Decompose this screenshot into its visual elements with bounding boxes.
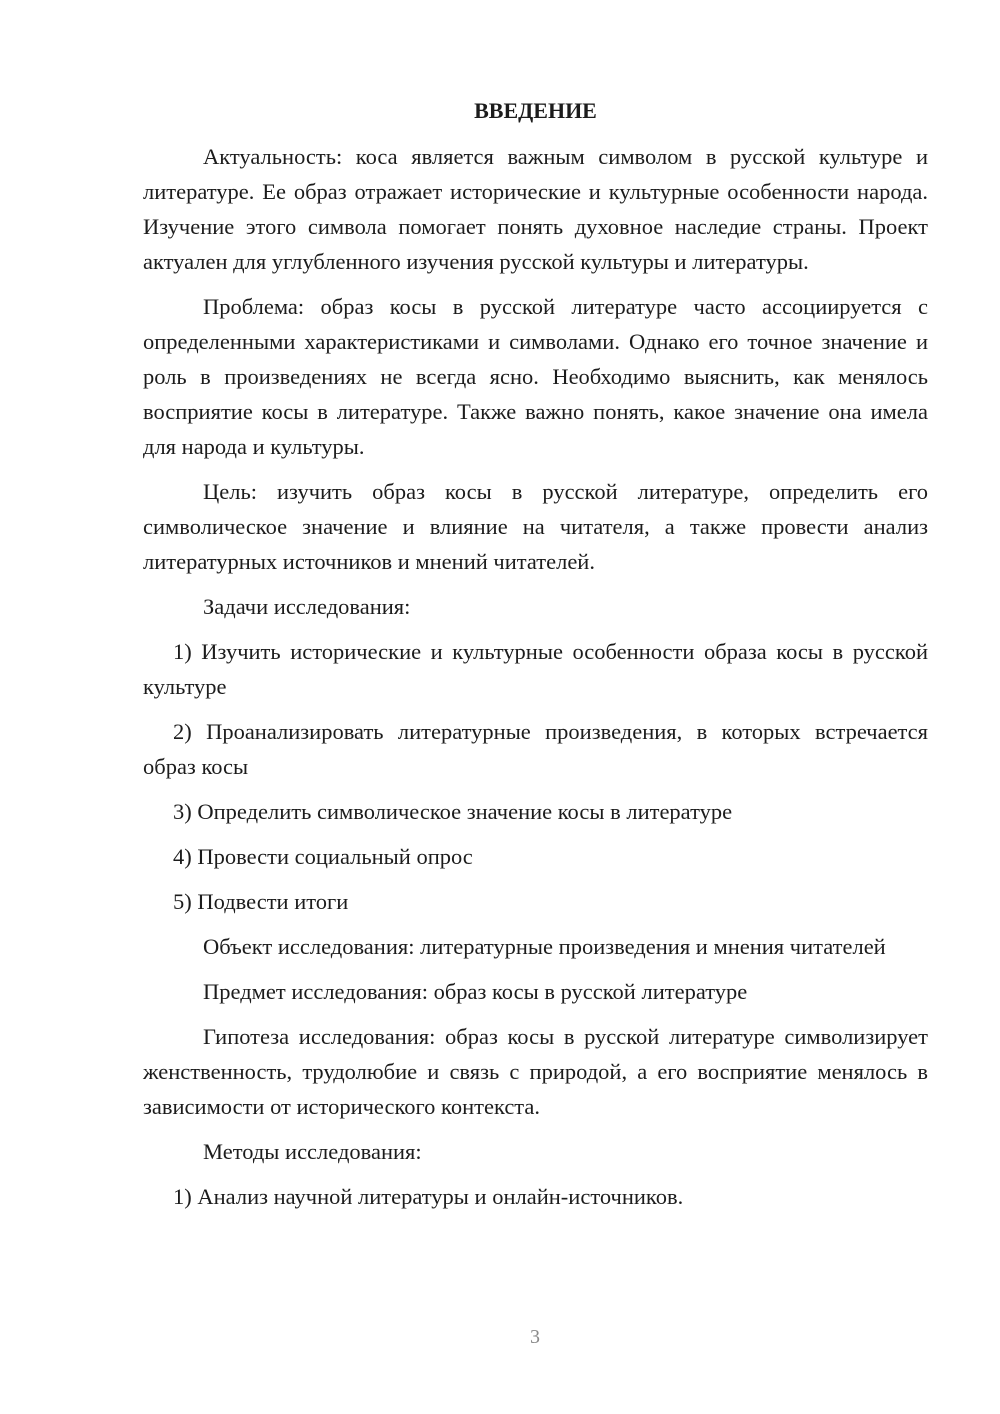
task-item-2: 2) Проанализировать литературные произведения, в которых встречается образ косы — [143, 719, 928, 779]
problem-paragraph: Проблема: образ косы в русской литературе часто ассоциируется с определенными характеристиками и символами. Однако его точное значение и роль в произведениях не всегда ясно. Необходимо выяснить, как менялось восприятие косы в литературе. Также важно понять, какое значение она имела для народа и культуры. — [143, 294, 928, 459]
relevance-paragraph: Актуальность: коса является важным символом в русской культуре и литературе. Ее образ отражает исторические и культурные особенности народа. Изучение этого символа помогает понять духовное наследие страны. Проект актуален для углубленного изучения русской культуры и литературы. — [143, 144, 928, 274]
task-item-3: 3) Определить символическое значение косы в литературе — [173, 799, 733, 824]
goal-paragraph: Цель: изучить образ косы в русской литературе, определить его символическое значение и влияние на читателя, а также провести анализ литературных источников и мнений читателей. — [143, 479, 928, 574]
task-item-1: 1) Изучить исторические и культурные особенности образа косы в русской культуре — [143, 639, 928, 699]
section-heading: ВВЕДЕНИЕ — [474, 98, 597, 123]
page-number: 3 — [530, 1326, 540, 1348]
subject-paragraph: Предмет исследования: образ косы в русской литературе — [203, 979, 748, 1004]
document-page — [143, 96, 928, 1224]
methods-title: Методы исследования: — [203, 1139, 422, 1164]
task-item-5: 5) Подвести итоги — [173, 889, 349, 914]
hypothesis-paragraph: Гипотеза исследования: образ косы в русской литературе символизирует женственность, трудолюбие и связь с природой, а его восприятие менялось в зависимости от исторического контекста. — [143, 1024, 928, 1119]
task-item-4: 4) Провести социальный опрос — [173, 844, 473, 869]
object-paragraph: Объект исследования: литературные произведения и мнения читателей — [203, 934, 886, 959]
method-item-1: 1) Анализ научной литературы и онлайн-источников. — [173, 1184, 684, 1209]
tasks-title: Задачи исследования: — [203, 594, 411, 619]
